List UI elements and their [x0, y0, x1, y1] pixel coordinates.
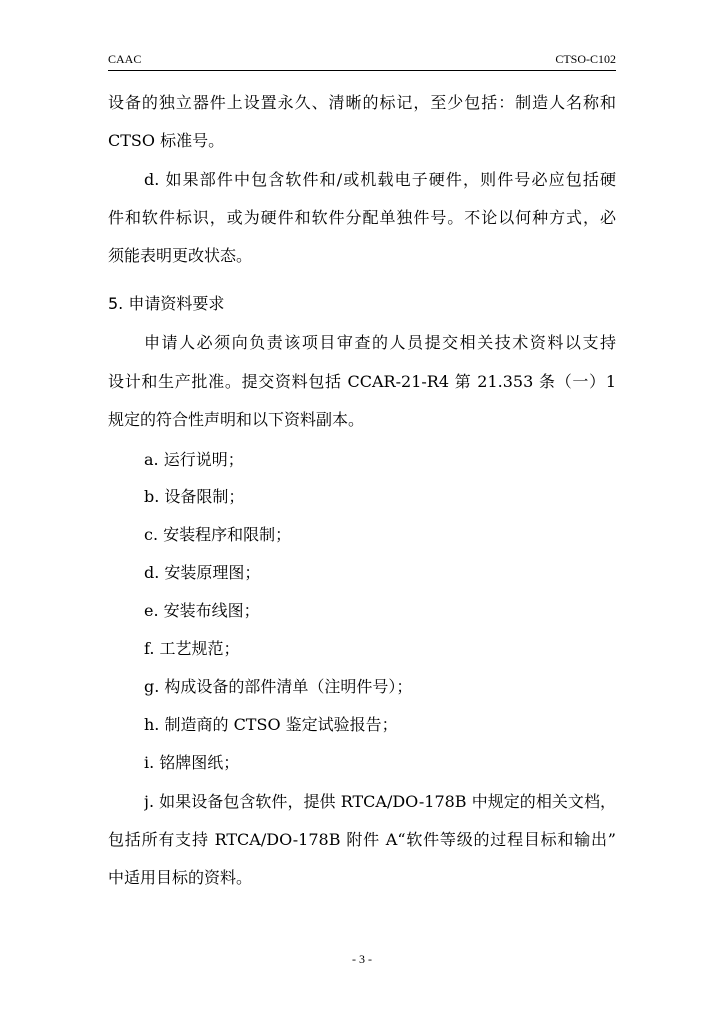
list-item: g. 构成设备的部件清单（注明件号）；	[144, 677, 413, 696]
paragraph-line: 申请人必须向负责该项目审查的人员提交相关技术资料以支持	[144, 333, 616, 352]
list-item: h. 制造商的 CTSO 鉴定试验报告；	[144, 715, 398, 734]
page-number: - 3 -	[352, 952, 372, 966]
paragraph-line: 设备的独立器件上设置永久、清晰的标记，至少包括：制造人名称和	[108, 93, 616, 112]
paragraph-line: 件和软件标识，或为硬件和软件分配单独件号。不论以何种方式，必	[108, 208, 616, 227]
list-item: f. 工艺规范；	[144, 639, 240, 658]
paragraph-line: 规定的符合性声明和以下资料副本。	[108, 410, 365, 429]
paragraph-line: 设计和生产批准。提交资料包括 CCAR-21-R4 第 21.353 条（一）1	[108, 372, 616, 391]
list-item: a. 运行说明；	[144, 450, 244, 469]
list-item: i. 铭牌图纸；	[144, 753, 240, 772]
header-left-text: CAAC	[108, 52, 142, 66]
header-right-text: CTSO-C102	[555, 52, 616, 66]
paragraph-line: 包括所有支持 RTCA/DO-178B 附件 A“软件等级的过程目标和输出”	[108, 830, 616, 849]
paragraph-line: j. 如果设备包含软件，提供 RTCA/DO-178B 中规定的相关文档，	[144, 792, 616, 811]
list-item: b. 设备限制；	[144, 487, 245, 506]
list-item: e. 安装布线图；	[144, 601, 260, 620]
paragraph-line: CTSO 标准号。	[108, 131, 225, 150]
list-item: c. 安装程序和限制；	[144, 525, 292, 544]
page-header	[108, 52, 616, 71]
paragraph-line: 中适用目标的资料。	[108, 868, 253, 887]
list-item: d. 安装原理图；	[144, 563, 261, 582]
section-heading: 5. 申请资料要求	[108, 294, 225, 313]
paragraph-line: 须能表明更改状态。	[108, 246, 253, 265]
paragraph-line: d. 如果部件中包含软件和/或机载电子硬件，则件号必应包括硬	[144, 170, 616, 189]
